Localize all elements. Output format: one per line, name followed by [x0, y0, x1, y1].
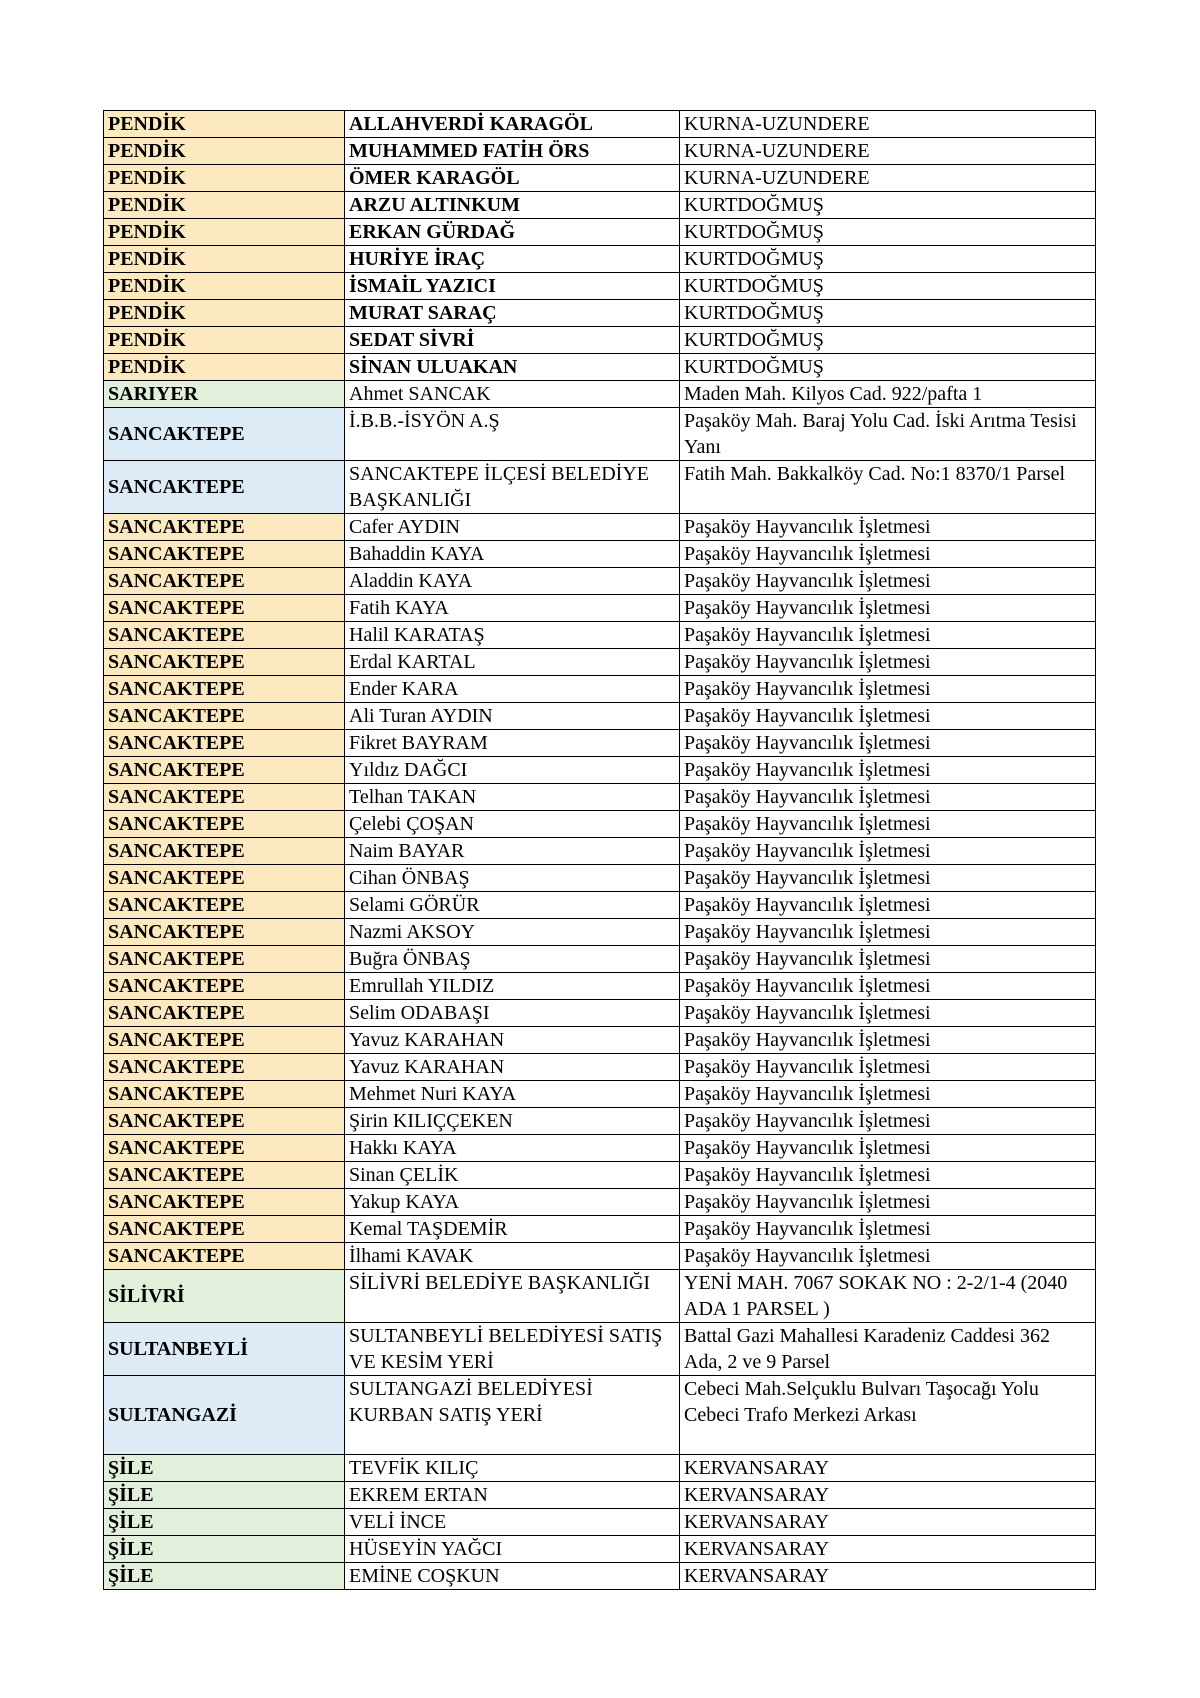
name-cell: Yıldız DAĞCI	[345, 757, 680, 784]
district-cell: SİLİVRİ	[104, 1270, 345, 1323]
district-cell: ŞİLE	[104, 1509, 345, 1536]
table-row	[104, 461, 1096, 514]
table-row	[104, 300, 1096, 327]
district-cell: PENDİK	[104, 300, 345, 327]
name-cell: VELİ İNCE	[345, 1509, 680, 1536]
location-cell: Cebeci Mah.Selçuklu Bulvarı Taşocağı Yolu Cebeci Trafo Merkezi Arkası	[680, 1376, 1096, 1455]
table-row	[104, 595, 1096, 622]
name-cell: Şirin KILIÇÇEKEN	[345, 1108, 680, 1135]
location-cell: Battal Gazi Mahallesi Karadeniz Caddesi 362 Ada, 2 ve 9 Parsel	[680, 1323, 1096, 1376]
location-cell: Fatih Mah. Bakkalköy Cad. No:1 8370/1 Parsel	[680, 461, 1096, 514]
district-cell: SANCAKTEPE	[104, 1135, 345, 1162]
location-cell: Paşaköy Hayvancılık İşletmesi	[680, 919, 1096, 946]
location-cell: KERVANSARAY	[680, 1536, 1096, 1563]
table-row	[104, 219, 1096, 246]
district-cell: SANCAKTEPE	[104, 1243, 345, 1270]
name-cell: Çelebi ÇOŞAN	[345, 811, 680, 838]
name-cell: SİNAN ULUAKAN	[345, 354, 680, 381]
location-cell: Paşaköy Hayvancılık İşletmesi	[680, 1000, 1096, 1027]
location-cell: Paşaköy Hayvancılık İşletmesi	[680, 595, 1096, 622]
district-cell: SANCAKTEPE	[104, 703, 345, 730]
table-row	[104, 730, 1096, 757]
location-cell: KURTDOĞMUŞ	[680, 192, 1096, 219]
table-row	[104, 1216, 1096, 1243]
table-row	[104, 1270, 1096, 1323]
table-row	[104, 1189, 1096, 1216]
district-cell: PENDİK	[104, 138, 345, 165]
name-cell: Ender KARA	[345, 676, 680, 703]
district-cell: SANCAKTEPE	[104, 408, 345, 461]
name-cell: MURAT SARAÇ	[345, 300, 680, 327]
table-row	[104, 811, 1096, 838]
name-cell: Fikret BAYRAM	[345, 730, 680, 757]
table-row	[104, 568, 1096, 595]
table-row	[104, 1162, 1096, 1189]
name-cell: Yavuz KARAHAN	[345, 1027, 680, 1054]
name-cell: SANCAKTEPE İLÇESİ BELEDİYE BAŞKANLIĞI	[345, 461, 680, 514]
table-row	[104, 408, 1096, 461]
location-cell: Paşaköy Hayvancılık İşletmesi	[680, 1162, 1096, 1189]
table-row	[104, 1323, 1096, 1376]
table-row	[104, 165, 1096, 192]
name-cell: Erdal KARTAL	[345, 649, 680, 676]
name-cell: SULTANGAZİ BELEDİYESİ KURBAN SATIŞ YERİ	[345, 1376, 680, 1455]
district-cell: PENDİK	[104, 165, 345, 192]
name-cell: ARZU ALTINKUM	[345, 192, 680, 219]
name-cell: Kemal TAŞDEMİR	[345, 1216, 680, 1243]
table-row	[104, 1108, 1096, 1135]
location-cell: Paşaköy Mah. Baraj Yolu Cad. İski Arıtma Tesisi Yanı	[680, 408, 1096, 461]
name-cell: ÖMER KARAGÖL	[345, 165, 680, 192]
table-row	[104, 973, 1096, 1000]
location-cell: KERVANSARAY	[680, 1509, 1096, 1536]
district-cell: PENDİK	[104, 354, 345, 381]
location-cell: KURTDOĞMUŞ	[680, 327, 1096, 354]
district-cell: SANCAKTEPE	[104, 1027, 345, 1054]
location-cell: Paşaköy Hayvancılık İşletmesi	[680, 1054, 1096, 1081]
table-row	[104, 703, 1096, 730]
table-row	[104, 514, 1096, 541]
table-row	[104, 1509, 1096, 1536]
table-row	[104, 784, 1096, 811]
name-cell: Emrullah YILDIZ	[345, 973, 680, 1000]
location-cell: KURTDOĞMUŞ	[680, 219, 1096, 246]
table-row	[104, 273, 1096, 300]
name-cell: SULTANBEYLİ BELEDİYESİ SATIŞ VE KESİM YERİ	[345, 1323, 680, 1376]
name-cell: Fatih KAYA	[345, 595, 680, 622]
district-cell: SANCAKTEPE	[104, 1189, 345, 1216]
table-row	[104, 1563, 1096, 1590]
location-cell: Paşaköy Hayvancılık İşletmesi	[680, 541, 1096, 568]
location-cell: Maden Mah. Kilyos Cad. 922/pafta 1	[680, 381, 1096, 408]
district-cell: SANCAKTEPE	[104, 865, 345, 892]
table-row	[104, 1455, 1096, 1482]
location-cell: Paşaköy Hayvancılık İşletmesi	[680, 946, 1096, 973]
name-cell: Sinan ÇELİK	[345, 1162, 680, 1189]
name-cell: Nazmi AKSOY	[345, 919, 680, 946]
name-cell: İlhami KAVAK	[345, 1243, 680, 1270]
district-cell: PENDİK	[104, 327, 345, 354]
table-row	[104, 354, 1096, 381]
district-cell: SANCAKTEPE	[104, 838, 345, 865]
district-cell: ŞİLE	[104, 1563, 345, 1590]
name-cell: ERKAN GÜRDAĞ	[345, 219, 680, 246]
district-cell: SANCAKTEPE	[104, 649, 345, 676]
table-row	[104, 838, 1096, 865]
location-cell: Paşaköy Hayvancılık İşletmesi	[680, 649, 1096, 676]
location-cell: Paşaköy Hayvancılık İşletmesi	[680, 811, 1096, 838]
table-row	[104, 1482, 1096, 1509]
name-cell: SİLİVRİ BELEDİYE BAŞKANLIĞI	[345, 1270, 680, 1323]
table-row	[104, 622, 1096, 649]
name-cell: Cihan ÖNBAŞ	[345, 865, 680, 892]
location-cell: Paşaköy Hayvancılık İşletmesi	[680, 730, 1096, 757]
table-row	[104, 1243, 1096, 1270]
location-cell: Paşaköy Hayvancılık İşletmesi	[680, 1108, 1096, 1135]
table-row	[104, 1376, 1096, 1455]
table-row	[104, 327, 1096, 354]
district-cell: SANCAKTEPE	[104, 1108, 345, 1135]
location-cell: Paşaköy Hayvancılık İşletmesi	[680, 1216, 1096, 1243]
location-cell: YENİ MAH. 7067 SOKAK NO : 2-2/1-4 (2040 ADA 1 PARSEL )	[680, 1270, 1096, 1323]
location-cell: Paşaköy Hayvancılık İşletmesi	[680, 865, 1096, 892]
name-cell: EMİNE COŞKUN	[345, 1563, 680, 1590]
name-cell: Yavuz KARAHAN	[345, 1054, 680, 1081]
location-cell: Paşaköy Hayvancılık İşletmesi	[680, 973, 1096, 1000]
district-cell: PENDİK	[104, 219, 345, 246]
name-cell: Selim ODABAŞI	[345, 1000, 680, 1027]
district-cell: SANCAKTEPE	[104, 595, 345, 622]
location-cell: Paşaköy Hayvancılık İşletmesi	[680, 757, 1096, 784]
district-cell: SANCAKTEPE	[104, 892, 345, 919]
district-cell: SULTANBEYLİ	[104, 1323, 345, 1376]
name-cell: Naim BAYAR	[345, 838, 680, 865]
table-row	[104, 676, 1096, 703]
table-row	[104, 757, 1096, 784]
location-cell: KURTDOĞMUŞ	[680, 246, 1096, 273]
name-cell: EKREM ERTAN	[345, 1482, 680, 1509]
district-cell: SANCAKTEPE	[104, 461, 345, 514]
location-cell: Paşaköy Hayvancılık İşletmesi	[680, 676, 1096, 703]
location-cell: Paşaköy Hayvancılık İşletmesi	[680, 1027, 1096, 1054]
table-row	[104, 541, 1096, 568]
location-cell: Paşaköy Hayvancılık İşletmesi	[680, 1189, 1096, 1216]
district-cell: SANCAKTEPE	[104, 514, 345, 541]
district-cell: SANCAKTEPE	[104, 784, 345, 811]
name-cell: Telhan TAKAN	[345, 784, 680, 811]
table-row	[104, 1536, 1096, 1563]
district-cell: SANCAKTEPE	[104, 1000, 345, 1027]
location-cell: KURNA-UZUNDERE	[680, 165, 1096, 192]
district-cell: SANCAKTEPE	[104, 568, 345, 595]
district-cell: SANCAKTEPE	[104, 730, 345, 757]
location-cell: KURTDOĞMUŞ	[680, 354, 1096, 381]
district-cell: SANCAKTEPE	[104, 973, 345, 1000]
location-cell: KURNA-UZUNDERE	[680, 111, 1096, 138]
district-cell: PENDİK	[104, 273, 345, 300]
table-row	[104, 1027, 1096, 1054]
name-cell: Buğra ÖNBAŞ	[345, 946, 680, 973]
name-cell: İSMAİL YAZICI	[345, 273, 680, 300]
location-cell: KERVANSARAY	[680, 1455, 1096, 1482]
name-cell: Selami GÖRÜR	[345, 892, 680, 919]
name-cell: HURİYE İRAÇ	[345, 246, 680, 273]
table-row	[104, 1081, 1096, 1108]
location-cell: Paşaköy Hayvancılık İşletmesi	[680, 784, 1096, 811]
name-cell: MUHAMMED FATİH ÖRS	[345, 138, 680, 165]
location-cell: Paşaköy Hayvancılık İşletmesi	[680, 703, 1096, 730]
name-cell: ALLAHVERDİ KARAGÖL	[345, 111, 680, 138]
location-cell: Paşaköy Hayvancılık İşletmesi	[680, 838, 1096, 865]
name-cell: Mehmet Nuri KAYA	[345, 1081, 680, 1108]
district-cell: ŞİLE	[104, 1455, 345, 1482]
table-row	[104, 138, 1096, 165]
table-row	[104, 649, 1096, 676]
district-cell: SANCAKTEPE	[104, 622, 345, 649]
name-cell: Hakkı KAYA	[345, 1135, 680, 1162]
location-cell: Paşaköy Hayvancılık İşletmesi	[680, 514, 1096, 541]
location-cell: KURNA-UZUNDERE	[680, 138, 1096, 165]
name-cell: İ.B.B.-İSYÖN A.Ş	[345, 408, 680, 461]
location-cell: KURTDOĞMUŞ	[680, 300, 1096, 327]
location-cell: Paşaköy Hayvancılık İşletmesi	[680, 1081, 1096, 1108]
table-row	[104, 946, 1096, 973]
location-cell: Paşaköy Hayvancılık İşletmesi	[680, 568, 1096, 595]
location-cell: KURTDOĞMUŞ	[680, 273, 1096, 300]
table-row	[104, 1000, 1096, 1027]
table-row	[104, 192, 1096, 219]
district-cell: SANCAKTEPE	[104, 1162, 345, 1189]
district-cell: ŞİLE	[104, 1482, 345, 1509]
name-cell: Ahmet SANCAK	[345, 381, 680, 408]
table-body	[104, 111, 1096, 1590]
table-row	[104, 865, 1096, 892]
table-row	[104, 919, 1096, 946]
district-cell: SANCAKTEPE	[104, 1054, 345, 1081]
district-cell: SANCAKTEPE	[104, 541, 345, 568]
location-cell: Paşaköy Hayvancılık İşletmesi	[680, 622, 1096, 649]
table-row	[104, 892, 1096, 919]
location-cell: Paşaköy Hayvancılık İşletmesi	[680, 892, 1096, 919]
name-cell: HÜSEYİN YAĞCI	[345, 1536, 680, 1563]
name-cell: Ali Turan AYDIN	[345, 703, 680, 730]
name-cell: Yakup KAYA	[345, 1189, 680, 1216]
table-row	[104, 381, 1096, 408]
district-cell: SANCAKTEPE	[104, 676, 345, 703]
name-cell: Cafer AYDIN	[345, 514, 680, 541]
district-cell: SANCAKTEPE	[104, 1081, 345, 1108]
table-row	[104, 246, 1096, 273]
name-cell: TEVFİK KILIÇ	[345, 1455, 680, 1482]
district-cell: PENDİK	[104, 246, 345, 273]
district-cell: ŞİLE	[104, 1536, 345, 1563]
district-cell: SANCAKTEPE	[104, 811, 345, 838]
district-cell: SANCAKTEPE	[104, 946, 345, 973]
location-cell: Paşaköy Hayvancılık İşletmesi	[680, 1243, 1096, 1270]
district-cell: SARIYER	[104, 381, 345, 408]
table-row	[104, 1135, 1096, 1162]
district-cell: SANCAKTEPE	[104, 919, 345, 946]
name-cell: Halil KARATAŞ	[345, 622, 680, 649]
district-cell: SULTANGAZİ	[104, 1376, 345, 1455]
table-row	[104, 111, 1096, 138]
sales-location-table	[103, 110, 1096, 1590]
table-row	[104, 1054, 1096, 1081]
location-cell: KERVANSARAY	[680, 1482, 1096, 1509]
district-cell: SANCAKTEPE	[104, 1216, 345, 1243]
name-cell: SEDAT SİVRİ	[345, 327, 680, 354]
location-cell: Paşaköy Hayvancılık İşletmesi	[680, 1135, 1096, 1162]
location-cell: KERVANSARAY	[680, 1563, 1096, 1590]
district-cell: PENDİK	[104, 111, 345, 138]
district-cell: SANCAKTEPE	[104, 757, 345, 784]
name-cell: Aladdin KAYA	[345, 568, 680, 595]
district-cell: PENDİK	[104, 192, 345, 219]
name-cell: Bahaddin KAYA	[345, 541, 680, 568]
